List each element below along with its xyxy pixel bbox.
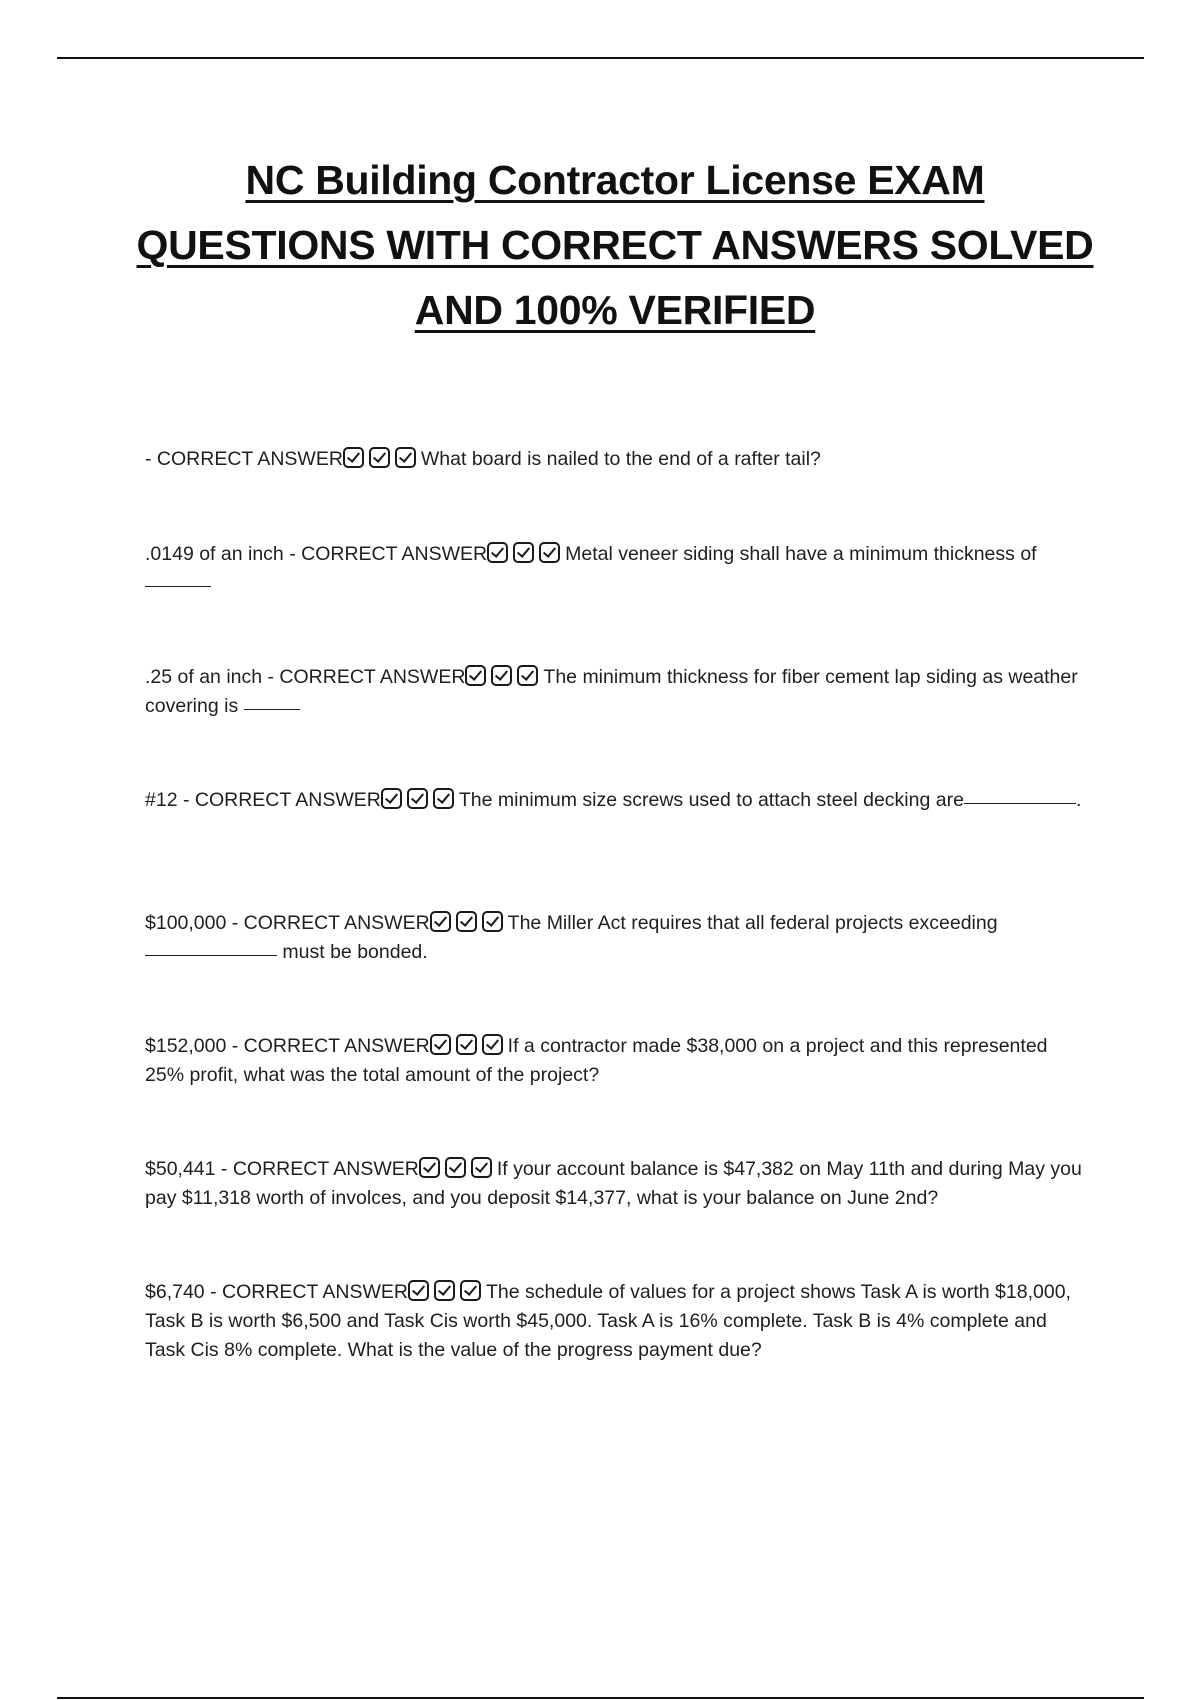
- answer-blank: [964, 803, 1076, 804]
- correct-answer-label: - CORRECT ANSWER: [226, 912, 430, 934]
- correct-answer-label: - CORRECT ANSWER: [262, 666, 466, 688]
- qa-entry: [145, 540, 1085, 598]
- answer-text: $50,441: [145, 1158, 216, 1180]
- check-icon: [407, 788, 428, 809]
- answer-text: $100,000: [145, 912, 227, 934]
- answer-text: .25 of an inch: [145, 666, 263, 688]
- correct-answer-label: - CORRECT ANSWER: [145, 448, 343, 470]
- check-icon: [491, 665, 512, 686]
- question-text: The Miller Act requires that all federal projects exceeding: [507, 912, 998, 934]
- check-icon: [430, 1034, 451, 1055]
- check-icon: [517, 665, 538, 686]
- answer-text: .0149 of an inch: [145, 543, 284, 565]
- check-icon: [433, 788, 454, 809]
- check-icon: [445, 1157, 466, 1178]
- question-text: If your account balance is $47,382 on May 11th and during May you pay $11,318 worth of involces, and you deposit $14,377, what is your balance on June 2nd?: [145, 1158, 1082, 1209]
- check-icon: [395, 447, 416, 468]
- check-icon: [408, 1280, 429, 1301]
- check-icon: [539, 542, 560, 563]
- correct-answer-label: - CORRECT ANSWER: [177, 789, 381, 811]
- question-tail: .: [1075, 789, 1082, 811]
- question-text: The minimum size screws used to attach steel decking are: [458, 789, 964, 811]
- answer-text: $152,000: [145, 1035, 227, 1057]
- check-icon: [482, 911, 503, 932]
- check-icon: [369, 447, 390, 468]
- answer-text: #12: [145, 789, 178, 811]
- check-icon: [434, 1280, 455, 1301]
- correct-answer-label: - CORRECT ANSWER: [283, 543, 488, 565]
- question-tail: must be bonded.: [277, 941, 428, 963]
- check-icon: [513, 542, 534, 563]
- question-text: The schedule of values for a project shows Task A is worth $18,000, Task B is worth $6,500 and Task Cis worth $45,000. Task A is 16% complete. Task B is 4% complete and Task Cis 8% complete. What is the value of the progress payment due?: [145, 1281, 1071, 1361]
- document-title: [80, 148, 1150, 343]
- title-line-3: AND 100% VERIFIED: [414, 287, 816, 333]
- question-text: The minimum thickness for fiber cement lap siding as weather covering is: [145, 666, 1078, 717]
- check-icon: [456, 1034, 477, 1055]
- question-text: Metal veneer siding shall have a minimum thickness of: [565, 543, 1037, 565]
- answer-blank: [145, 955, 277, 956]
- top-rule: [57, 57, 1144, 59]
- check-icon: [460, 1280, 481, 1301]
- correct-answer-label: - CORRECT ANSWER: [215, 1158, 419, 1180]
- question-text: What board is nailed to the end of a rafter tail?: [420, 448, 821, 470]
- bottom-rule: [57, 1697, 1144, 1699]
- check-icon: [419, 1157, 440, 1178]
- answer-text: $6,740: [145, 1281, 205, 1303]
- qa-entry: [145, 1032, 1085, 1090]
- qa-entry: [145, 909, 1085, 967]
- title-line-1: NC Building Contractor License EXAM: [245, 157, 985, 203]
- check-icon: [430, 911, 451, 932]
- title-line-2: QUESTIONS WITH CORRECT ANSWERS SOLVED: [136, 222, 1094, 268]
- check-icon: [343, 447, 364, 468]
- correct-answer-label: - CORRECT ANSWER: [204, 1281, 408, 1303]
- check-icon: [456, 911, 477, 932]
- check-icon: [482, 1034, 503, 1055]
- qa-entry: [145, 1278, 1085, 1365]
- qa-entry: [145, 663, 1085, 721]
- check-icon: [487, 542, 508, 563]
- qa-entry: [145, 1155, 1085, 1213]
- check-icon: [381, 788, 402, 809]
- qa-entry: [145, 786, 1085, 815]
- question-text: If a contractor made $38,000 on a project and this represented 25% profit, what was the total amount of the project?: [145, 1035, 1048, 1086]
- qa-entry: [145, 445, 1085, 474]
- correct-answer-label: - CORRECT ANSWER: [226, 1035, 430, 1057]
- answer-blank: [145, 586, 211, 587]
- check-icon: [465, 665, 486, 686]
- check-icon: [471, 1157, 492, 1178]
- answer-blank: [244, 709, 300, 710]
